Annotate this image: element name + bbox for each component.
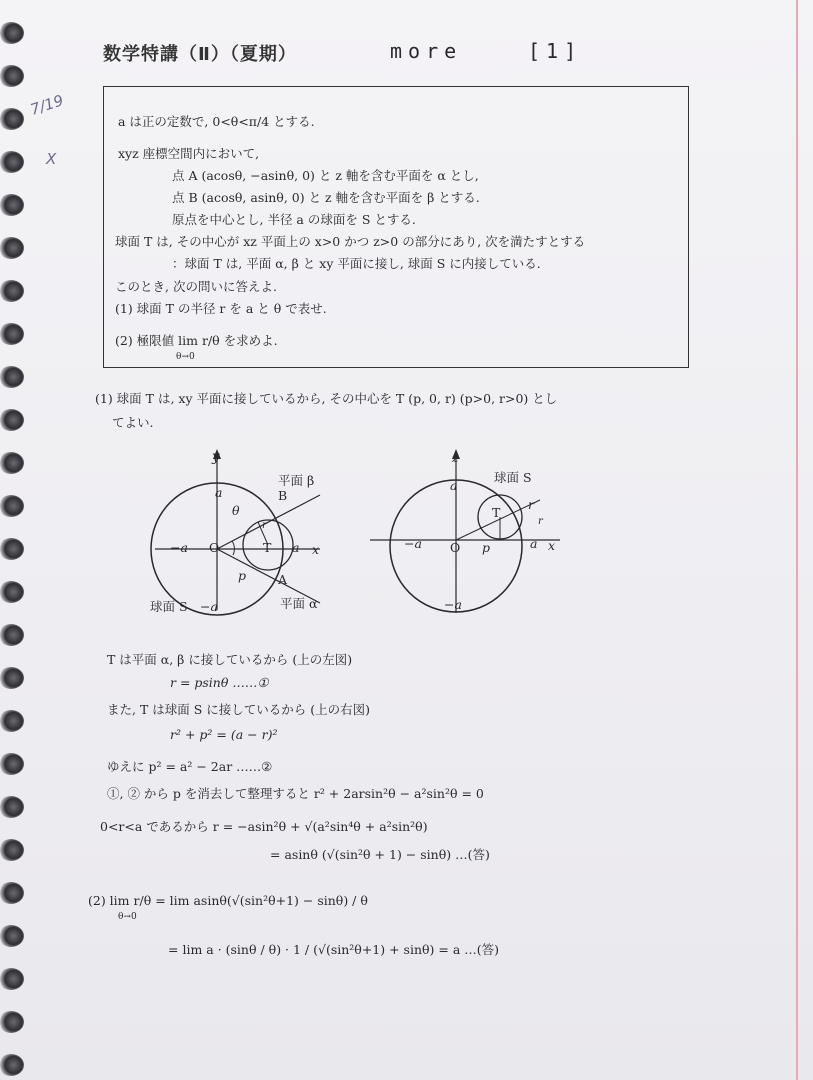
binding-ring — [0, 108, 24, 130]
problem-line: 球面 T は, その中心が xz 平面上の x>0 かつ z>0 の部分にあり, 次を満たすとする — [115, 234, 586, 249]
problem-line: 原点を中心とし, 半径 a の球面を S とする. — [172, 212, 416, 227]
binding-ring — [0, 581, 24, 603]
solution-line: てよい. — [112, 415, 154, 430]
solution-line: (1) 球面 T は, xy 平面に接しているから, その中心を T (p, 0, r) (p>0, r>0) とし — [95, 391, 558, 406]
problem-line: このとき, 次の問いに答えよ. — [115, 279, 277, 294]
binding-ring — [0, 495, 24, 517]
question-2: (2) 極限値 lim r/θ を求めよ. — [115, 333, 278, 348]
binding-ring — [0, 151, 24, 173]
margin-line — [796, 0, 798, 1080]
axis-x-label: x — [548, 538, 556, 553]
axis-y-label: y — [212, 449, 220, 465]
binding-ring — [0, 280, 24, 302]
answer-1: = asinθ (√(sin²θ + 1) − sinθ) …(答) — [270, 847, 490, 862]
limit-subscript: θ→0 — [118, 912, 137, 922]
binding-ring — [0, 968, 24, 990]
label-neg-a: −a — [170, 540, 188, 555]
plane-beta-label: 平面 β — [278, 473, 315, 488]
label-a-right: a — [530, 536, 538, 551]
solution-line: また, T は球面 S に接しているから (上の右図) — [107, 702, 370, 717]
point-b-label: B — [278, 488, 288, 503]
solution-line: T は平面 α, β に接しているから (上の左図) — [107, 652, 353, 667]
binding-ring — [0, 65, 24, 87]
sphere-s-label: 球面 S — [150, 599, 188, 614]
binding-ring — [0, 366, 24, 388]
page-title: 数学特講（Ⅱ）（夏期） — [103, 44, 297, 65]
point-t-label: T — [263, 540, 272, 555]
radius-r-label: r — [528, 497, 534, 512]
binding-ring — [0, 796, 24, 818]
sphere-s-label: 球面 S — [494, 470, 532, 485]
label-a-right: a — [292, 540, 300, 555]
axis-z-label: z — [452, 450, 459, 465]
p-label: p — [482, 540, 491, 555]
label-neg-a-bottom: −a — [200, 599, 218, 614]
binding-ring — [0, 624, 24, 646]
binding-ring — [0, 194, 24, 216]
radius-r-label: r — [538, 516, 543, 527]
handwritten-date: 7/19 — [28, 91, 66, 119]
equation-3: ゆえに p² = a² − 2ar ……② — [107, 759, 273, 774]
theta-label: θ — [232, 503, 240, 518]
origin-label: O — [209, 540, 220, 555]
equation-2: r² + p² = (a − r)² — [170, 727, 278, 742]
problem-line: 点 B (acosθ, asinθ, 0) と z 軸を含む平面を β とする. — [172, 190, 480, 205]
equation-1: r = psinθ ……① — [170, 675, 269, 690]
point-t-label: T — [492, 505, 501, 520]
axis-x-label: x — [312, 542, 320, 557]
binding-ring — [0, 753, 24, 775]
label-neg-a-bottom: −a — [444, 597, 462, 612]
problem-line: xyz 座標空間内において, — [118, 146, 260, 161]
handwritten-mark: X — [46, 150, 57, 168]
label-a-top: a — [215, 485, 223, 500]
solution-line: ①, ② から p を消去して整理すると r² + 2arsin²θ − a²sin²θ = 0 — [107, 786, 484, 801]
binding-ring — [0, 22, 24, 44]
problem-line: 点 A (acosθ, −asinθ, 0) と z 軸を含む平面を α とし, — [172, 168, 479, 183]
problem-number: [1] — [528, 39, 583, 63]
problem-line: ：球面 T は, 平面 α, β と xy 平面に接し, 球面 S に内接している. — [172, 256, 541, 271]
binding-ring — [0, 882, 24, 904]
answer-2: = lim a · (sinθ / θ) · 1 / (√(sin²θ+1) + sinθ) = a …(答) — [168, 942, 500, 957]
label-neg-a: −a — [404, 536, 422, 551]
binding-ring — [0, 409, 24, 431]
problem-line: a は正の定数で, 0<θ<π/4 とする. — [118, 114, 315, 129]
binding-ring — [0, 1054, 24, 1076]
binding-ring — [0, 452, 24, 474]
binding-ring — [0, 710, 24, 732]
binding-ring — [0, 925, 24, 947]
origin-label: O — [450, 540, 461, 555]
plane-alpha-label: 平面 α — [280, 596, 318, 611]
more-label: more — [390, 39, 463, 63]
limit-subscript: θ→0 — [176, 352, 195, 362]
radius-r-label: r — [262, 520, 267, 531]
right-figure — [370, 445, 570, 625]
binding-ring — [0, 667, 24, 689]
solution-part2: (2) lim r/θ = lim asinθ(√(sin²θ+1) − sinθ) / θ — [88, 893, 368, 908]
binding-ring — [0, 237, 24, 259]
binding-ring — [0, 1011, 24, 1033]
binding-ring — [0, 323, 24, 345]
point-a-label: A — [278, 572, 288, 587]
solution-line: 0<r<a であるから r = −asin²θ + √(a²sin⁴θ + a²sin²θ) — [100, 819, 428, 834]
p-label: p — [238, 568, 247, 583]
binding-ring — [0, 839, 24, 861]
binding-ring — [0, 538, 24, 560]
question-1: (1) 球面 T の半径 r を a と θ で表せ. — [115, 301, 327, 316]
label-a-top: a — [450, 478, 458, 493]
